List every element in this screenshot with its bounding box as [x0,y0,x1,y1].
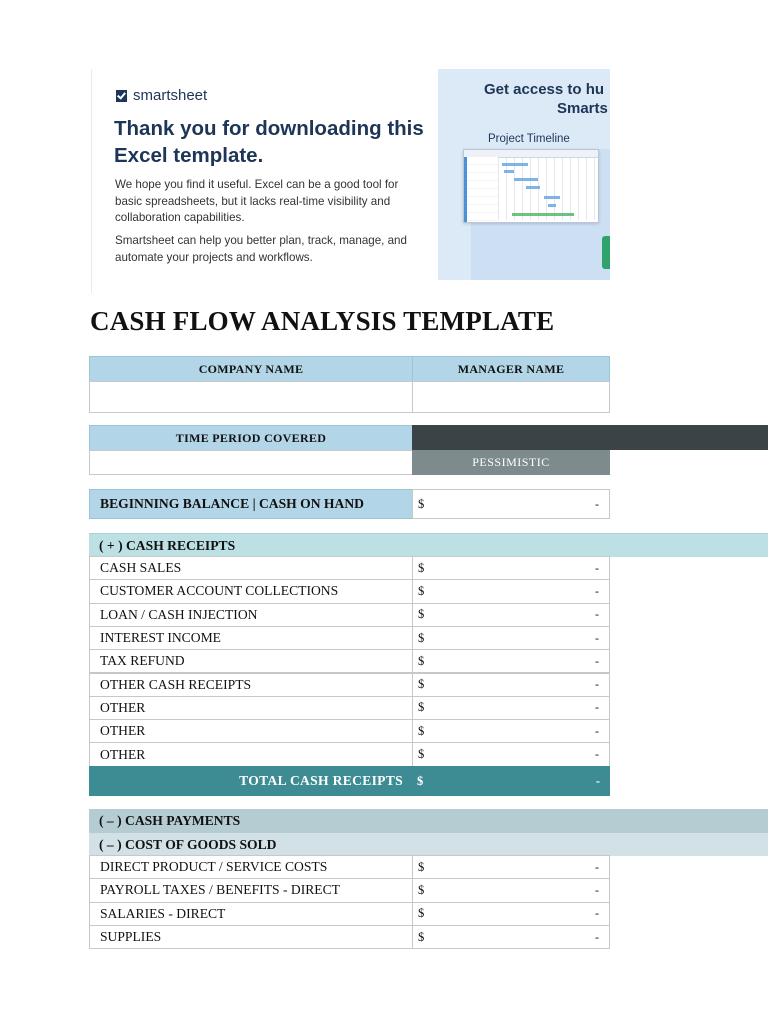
cash-payments-section-header [89,809,768,833]
row-label-cell [89,626,413,650]
gantt-color-strip [464,157,467,222]
row-label-cell [89,742,413,766]
gantt-task-column [464,157,498,222]
currency-symbol: $ [418,677,425,692]
currency-symbol: $ [418,723,425,738]
amount-value: - [595,560,599,575]
row-amount-cell[interactable] [412,855,610,879]
row-label: CUSTOMER ACCOUNT COLLECTIONS [100,583,339,599]
row-label-cell [89,925,413,949]
currency-symbol: $ [418,747,425,762]
banner-paragraph-2: Smartsheet can help you better plan, track, manage, and automate your projects and workflows. [115,234,407,264]
row-label: DIRECT PRODUCT / SERVICE COSTS [100,859,328,875]
total-cash-receipts-value[interactable] [412,766,610,796]
page-title: CASH FLOW ANALYSIS TEMPLATE [90,306,555,336]
gantt-grid [498,158,596,220]
row-amount-cell[interactable] [412,696,610,720]
company-name-label: COMPANY NAME [198,361,304,376]
smartsheet-logo [116,87,207,104]
row-amount-cell[interactable] [412,673,610,697]
gantt-bar [544,196,560,199]
amount-value: - [595,859,599,874]
row-label-cell [89,579,413,603]
time-period-header [89,425,413,451]
currency-symbol: $ [418,906,425,921]
promo-subtitle: Project Timeline [488,133,570,145]
amount-value: - [595,653,599,668]
cash-receipts-section-header [89,533,768,557]
cash-receipts-section-label: ( + ) CASH RECEIPTS [99,537,236,553]
banner-title: Thank you for downloading this Excel template. [114,117,424,167]
amount-value: - [595,723,599,738]
row-label-cell [89,719,413,743]
amount-value: - [595,747,599,762]
currency-symbol: $ [418,859,425,874]
smartsheet-logo-icon [116,90,127,102]
row-label: TAX REFUND [100,653,185,669]
row-label-cell [89,855,413,879]
row-label: OTHER [100,723,146,739]
amount-value: - [595,929,599,944]
gantt-bar [502,163,528,166]
row-label: LOAN / CASH INJECTION [100,606,258,622]
currency-symbol: $ [418,882,425,897]
row-label: OTHER [100,699,146,715]
gantt-bar [514,178,538,181]
pessimistic-label: PESSIMISTIC [472,455,550,469]
gantt-bar [512,213,574,216]
currency-symbol: $ [418,653,425,668]
row-label-cell [89,603,413,627]
beginning-balance-value[interactable] [412,489,610,519]
smartsheet-banner[interactable] [91,69,437,293]
row-amount-cell[interactable] [412,626,610,650]
row-label-cell [89,673,413,697]
currency-symbol: $ [418,929,425,944]
row-amount-cell[interactable] [412,719,610,743]
time-period-input[interactable] [89,450,413,475]
row-amount-cell[interactable] [412,902,610,926]
gantt-bar [504,170,514,173]
scenario-dark-bar [412,425,768,450]
row-amount-cell[interactable] [412,649,610,673]
amount-value: - [595,496,599,511]
amount-value: - [595,607,599,622]
row-label: CASH SALES [100,560,182,576]
total-cash-receipts-label: TOTAL CASH RECEIPTS [239,773,403,788]
currency-symbol: $ [418,607,425,622]
currency-symbol: $ [418,496,425,511]
row-amount-cell[interactable] [412,579,610,603]
row-label: SUPPLIES [100,929,162,945]
brand-name: smartsheet [133,87,208,104]
cash-payments-section-label: ( – ) CASH PAYMENTS [99,813,241,828]
gantt-bar [526,186,540,189]
beginning-balance-label: BEGINNING BALANCE | CASH ON HAND [100,496,364,511]
promo-title-line2: Smarts [557,100,608,117]
gantt-bar [548,204,556,207]
amount-value: - [595,700,599,715]
amount-value: - [595,630,599,645]
row-label-cell [89,902,413,926]
promo-panel[interactable] [438,69,610,280]
row-label: OTHER [100,746,146,762]
row-label-cell [89,696,413,720]
cogs-section-label: ( – ) COST OF GOODS SOLD [99,836,277,852]
currency-symbol: $ [418,630,425,645]
row-label-cell [89,556,413,580]
row-amount-cell[interactable] [412,925,610,949]
currency-symbol: $ [418,583,425,598]
manager-name-label: MANAGER NAME [457,361,565,376]
currency-symbol: $ [418,560,425,575]
manager-name-input[interactable] [412,381,610,413]
amount-value: - [595,677,599,692]
promo-cta-button[interactable] [602,236,610,269]
amount-value: - [595,583,599,598]
row-label-cell [89,878,413,902]
row-amount-cell[interactable] [412,556,610,580]
cogs-section-header [89,833,768,856]
currency-symbol: $ [418,700,425,715]
company-name-header [89,356,413,382]
gantt-preview-image [463,149,599,223]
currency-symbol: $ [417,773,424,788]
time-period-label: TIME PERIOD COVERED [175,430,327,445]
banner-paragraph-1: We hope you find it useful. Excel can be a good tool for basic spreadsheets, but it lacks real-time visibility and collaboration capabilities. [115,178,399,224]
amount-value: - [595,906,599,921]
row-label-cell [89,649,413,673]
beginning-balance-label-cell [89,489,413,519]
total-cash-receipts-label-cell [89,766,413,796]
company-name-input[interactable] [89,381,413,413]
row-label: PAYROLL TAXES / BENEFITS - DIRECT [100,882,340,898]
row-amount-cell[interactable] [412,742,610,766]
row-label: SALARIES - DIRECT [100,905,226,921]
row-label: OTHER CASH RECEIPTS [100,676,252,692]
pessimistic-header [412,450,610,475]
promo-title [484,80,610,118]
row-label: INTEREST INCOME [100,630,221,646]
row-amount-cell[interactable] [412,603,610,627]
amount-value: - [595,882,599,897]
promo-title-line1: Get access to hu [484,81,605,98]
row-amount-cell[interactable] [412,878,610,902]
manager-name-header [412,356,610,382]
amount-value: - [595,773,600,788]
